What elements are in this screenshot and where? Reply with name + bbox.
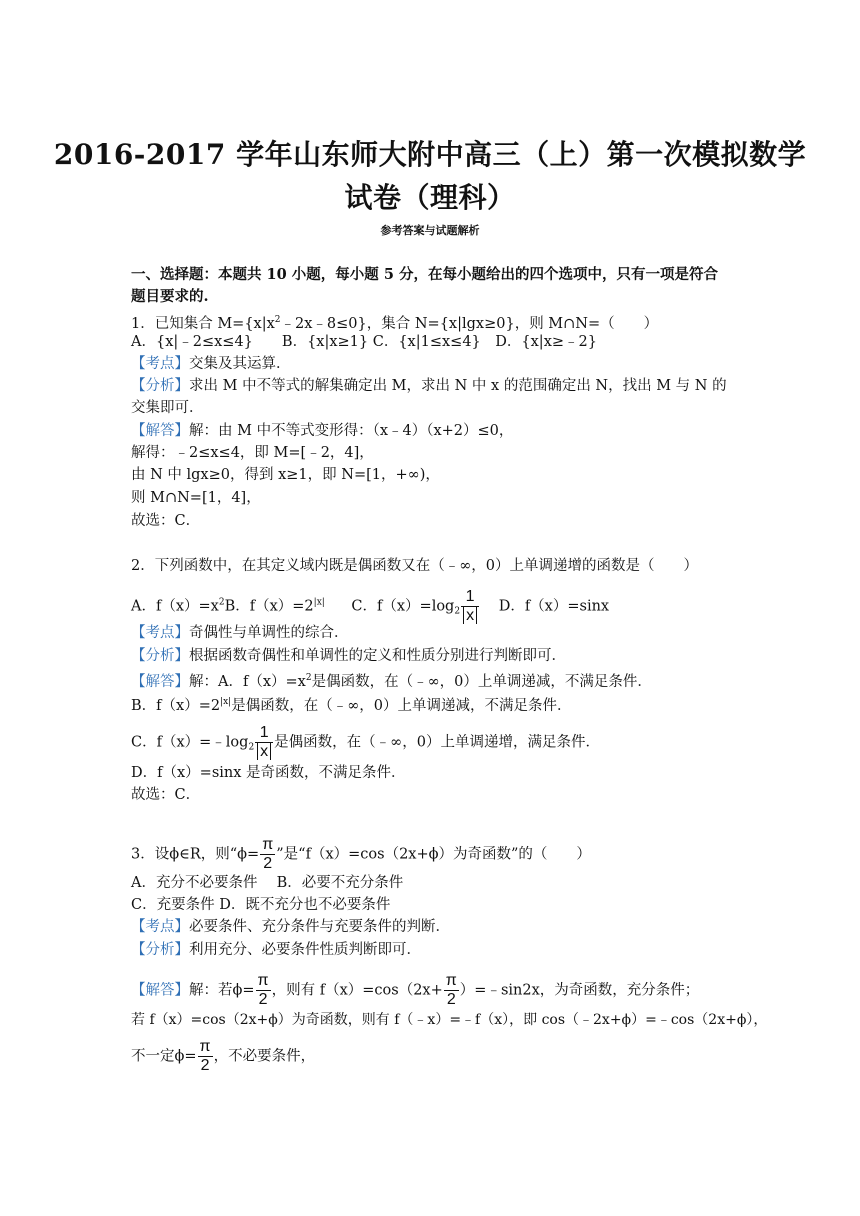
q3-jieda3-b: ，不必要条件， [213,1048,316,1065]
fraction-numerator: π [257,972,269,989]
q2-optA-exponent: 2 [218,597,225,608]
q2-optD: D．f（x）=sinx [498,598,610,615]
q2-stem: 2．下列函数中，在其定义域内既是偶函数又在（﹣∞，0）上单调递增的函数是（ ） [131,558,699,574]
q3-kaodian [131,917,450,937]
q1-stem-text-a: 1．已知集合 M={x|x [131,316,275,332]
abs-x: x [463,607,477,624]
q2-jieda-line3 [131,724,600,761]
q3-stem-a: 3．设ϕ∈R，则“ϕ= [131,846,260,863]
q1-jieda-line1 [131,421,513,441]
q2-jieda1-b: 是偶函数，在（﹣∞，0）上单调递减，不满足条件． [311,674,652,690]
q3-jieda3-a: 不一定ϕ= [131,1048,197,1065]
fraction-denominator [461,606,479,625]
q2-jieda2-a: B．f（x）=2 [131,698,221,714]
q3-kaodian-text: 必要条件、充分条件与充要条件的判断． [189,919,450,935]
q2-fenxi [131,646,566,666]
q1-stem-exponent: 2 [274,315,281,325]
kaodian-tag: 【考点】 [131,919,189,935]
q3-jieda1-a: 解：若ϕ= [189,982,255,999]
q3-jieda1-fraction-2 [444,972,459,1009]
q2-optB: B．f（x）=2 [224,598,314,615]
q2-jieda3-b: 是偶函数，在（﹣∞，0）上单调递增，满足条件． [274,734,600,751]
q3-fenxi-text: 利用充分、必要条件性质判断即可． [189,942,421,958]
q2-optC: C．f（x）=log [351,598,455,615]
kaodian-tag: 【考点】 [131,625,189,641]
q2-jieda3-subscript: 2 [248,742,255,753]
q2-jieda1-exponent: 2 [305,673,312,683]
q3-jieda1-c: ）=﹣sin2x，为奇函数，充分条件； [459,982,700,999]
jieda-tag: 【解答】 [131,982,189,999]
q3-stem-fraction [260,836,275,873]
q1-jieda-line2: 解得：﹣2≤x≤4，即 M=[﹣2，4]， [131,445,374,461]
q3-stem-b: ”是“f（x）=cos（2x+ϕ）为奇函数”的（ ） [276,846,591,863]
section-heading-line2: 题目要求的. [131,288,209,305]
kaodian-tag: 【考点】 [131,356,189,372]
q1-options: A．{x|﹣2≤x≤4} B．{x|x≥1} C．{x|1≤x≤4} D．{x|x≥﹣2} [131,334,597,350]
q1-stem-text-b: ﹣2x﹣8≤0}，集合 N={x|lgx≥0}，则 M∩N=（ ） [280,316,659,332]
q2-jieda-line1 [131,668,652,692]
q2-jieda3-a: C．f（x）=﹣log [131,734,249,751]
q3-stem [131,836,591,873]
q2-jieda3-fraction [255,724,273,761]
q3-jieda3-fraction [198,1038,213,1075]
abs-x: x [257,743,271,760]
q1-jieda-text1: 解：由 M 中不等式变形得：（x﹣4）（x+2）≤0， [189,423,514,439]
q3-fenxi [131,940,421,960]
page-title-line1: 2016-2017 学年山东师大附中高三（上）第一次模拟数学 [53,138,807,171]
fraction-numerator: 1 [465,588,475,605]
q2-fenxi-text: 根据函数奇偶性和单调性的定义和性质分别进行判断即可． [189,648,566,664]
fraction-denominator: 2 [260,854,275,873]
q2-kaodian-text: 奇偶性与单调性的综合． [189,625,349,641]
jieda-tag: 【解答】 [131,423,189,439]
q1-jieda-line4: 则 M∩N=[1，4]， [131,490,261,506]
fraction-denominator: 2 [444,990,459,1009]
q3-jieda1-fraction-1 [256,972,271,1009]
q2-optC-fraction [461,588,479,625]
q3-jieda-line1 [131,972,699,1009]
q1-stem [131,310,658,334]
q2-optA: A．f（x）=x [131,598,219,615]
q2-jieda2-exponent: |x| [220,697,232,707]
fenxi-tag: 【分析】 [131,648,189,664]
q3-jieda1-b: ，则有 f（x）=cos（2x+ [271,982,443,999]
q1-jieda-line5: 故选：C． [131,513,201,529]
q2-options [131,588,609,625]
q2-jieda1-a: 解：A．f（x）=x [189,674,306,690]
page-title-line2: 试卷（理科） [344,181,516,214]
page-subtitle: 参考答案与试题解析 [380,224,480,237]
q2-optB-exponent: |x| [313,597,325,608]
fenxi-tag: 【分析】 [131,378,189,394]
q3-jieda-line2: 若 f（x）=cos（2x+ϕ）为奇函数，则有 f（﹣x）=﹣f（x），即 cos（﹣2x+ϕ）=﹣cos（2x+ϕ）， [131,1012,768,1028]
q3-options-line2: C．充要条件 D．既不充分也不必要条件 [131,897,391,913]
fraction-numerator: π [445,972,457,989]
q3-jieda-line3 [131,1038,315,1075]
fraction-numerator: 1 [259,724,269,741]
q2-jieda-line2 [131,692,572,716]
q2-jieda-line4: D．f（x）=sinx 是奇函数，不满足条件． [131,765,406,781]
q1-kaodian-text: 交集及其运算． [189,356,291,372]
fenxi-tag: 【分析】 [131,942,189,958]
jieda-tag: 【解答】 [131,674,189,690]
q3-options-line1: A．充分不必要条件 B．必要不充分条件 [131,875,404,891]
q1-fenxi-line1 [131,376,727,396]
q1-fenxi-line2: 交集即可． [131,400,204,416]
q1-kaodian [131,354,291,374]
q2-jieda-line5: 故选：C． [131,787,201,803]
q2-kaodian [131,623,349,643]
fraction-numerator: π [262,836,274,853]
q1-jieda-line3: 由 N 中 lgx≥0，得到 x≥1，即 N=[1，+∞)， [131,467,440,483]
fraction-denominator: 2 [256,990,271,1009]
section-heading-line1: 一、选择题：本题共 10 小题，每小题 5 分，在每小题给出的四个选项中，只有一项是符合 [131,266,718,283]
fraction-denominator [255,742,273,761]
q2-jieda2-b: 是偶函数，在（﹣∞，0）上单调递减，不满足条件． [231,698,572,714]
q2-optC-subscript: 2 [454,606,461,617]
fraction-numerator: π [199,1038,211,1055]
fraction-denominator: 2 [198,1056,213,1075]
q1-fenxi-text1: 求出 M 中不等式的解集确定出 M，求出 N 中 x 的范围确定出 N，找出 M 与 N 的 [189,378,727,394]
